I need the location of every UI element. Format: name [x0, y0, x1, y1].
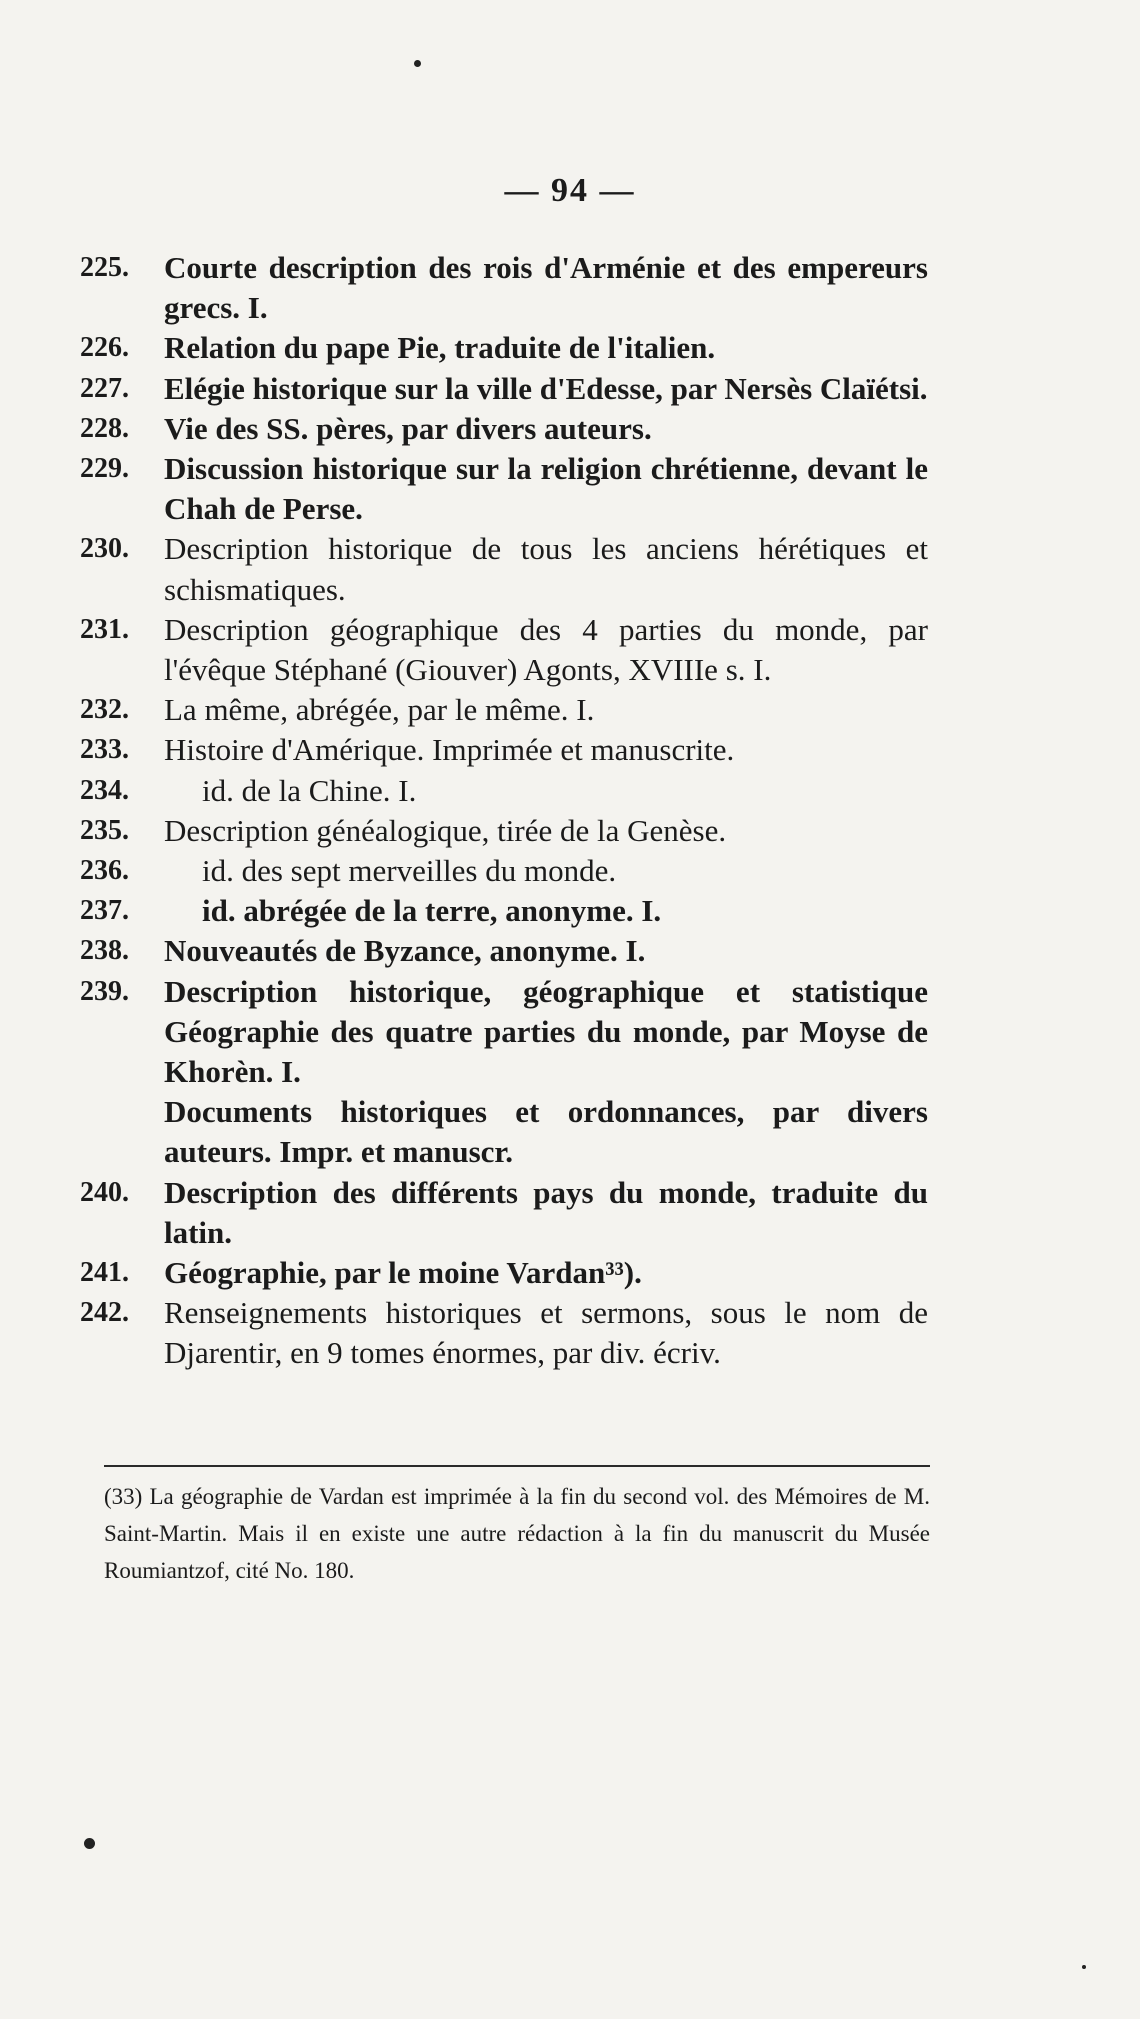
entry-text: Courte description des rois d'Arménie et des empereurs grecs. I.	[164, 250, 928, 326]
entry-228	[80, 409, 928, 449]
entry-text: Description généalogique, tirée de la Genèse.	[164, 812, 727, 848]
entry-number: 237.	[80, 895, 129, 927]
entry-235	[80, 811, 928, 851]
entry-text: Description historique, géographique et statistique Géographie des quatre parties du monde, par Moyse de Khorèn. I.	[164, 973, 928, 1090]
entry-number: 229.	[80, 453, 129, 485]
entry-227	[80, 369, 928, 409]
entry-233	[80, 730, 928, 770]
entry-text: Discussion historique sur la religion chrétienne, devant le Chah de Perse.	[164, 451, 928, 527]
entry-text: Renseignements historiques et sermons, sous le nom de Djarentir, en 9 tomes énormes, par div. écriv.	[164, 1295, 928, 1371]
entry-number: 230.	[80, 533, 129, 565]
entry-number: 240.	[80, 1176, 129, 1208]
entry-239-continued	[80, 1092, 928, 1172]
entry-229	[80, 449, 928, 529]
entry-226	[80, 328, 928, 368]
entry-number: 238.	[80, 935, 129, 967]
entry-242	[80, 1293, 928, 1373]
entry-number: 226.	[80, 332, 129, 364]
entry-number: 241.	[80, 1257, 129, 1289]
entry-text: Vie des SS. pères, par divers auteurs.	[164, 410, 652, 446]
entry-230	[80, 529, 928, 609]
entry-number: 235.	[80, 814, 129, 846]
entry-234	[80, 771, 928, 811]
entry-231	[80, 610, 928, 690]
entry-text: Description historique de tous les anciens hérétiques et schismatiques.	[164, 531, 928, 607]
scan-speck	[414, 60, 421, 67]
entry-236	[80, 851, 928, 891]
entry-text: Description géographique des 4 parties du monde, par l'évêque Stéphané (Giouver) Agonts, XVIIIe s. I.	[164, 611, 928, 688]
entry-number: 234.	[80, 774, 129, 806]
entry-text: La même, abrégée, par le même. I.	[164, 692, 595, 728]
entry-number: 225.	[80, 252, 129, 283]
entry-number: 239.	[80, 975, 129, 1007]
entry-text: Géographie, par le moine Vardan³³).	[164, 1255, 642, 1291]
entry-text: Documents historiques et ordonnances, par divers auteurs. Impr. et manuscr.	[164, 1094, 928, 1170]
scan-speck	[84, 1838, 95, 1849]
entry-text: Histoire d'Amérique. Imprimée et manuscrite.	[164, 732, 735, 768]
entry-number: 233.	[80, 734, 129, 766]
entry-number: 236.	[80, 855, 129, 887]
footnote: (33) La géographie de Vardan est imprimée à la fin du second vol. des Mémoires de M. Saint-Martin. Mais il en existe une autre rédaction à la fin du manuscrit du Musée Roumiantzof, cité No. 180.	[104, 1484, 930, 1583]
entry-number: 242.	[80, 1297, 129, 1329]
entry-number: 227.	[80, 372, 129, 404]
entry-240	[80, 1173, 928, 1253]
entry-232	[80, 690, 928, 730]
entry-225	[80, 248, 928, 328]
entry-237	[80, 891, 928, 931]
entry-text: id. abrégée de la terre, anonyme. I.	[202, 893, 662, 929]
entry-text: id. de la Chine. I.	[202, 772, 417, 808]
entry-241	[80, 1253, 928, 1293]
footnote-rule	[104, 1465, 930, 1467]
entry-list	[80, 248, 928, 1374]
entry-239	[80, 972, 928, 1093]
entry-text: Nouveautés de Byzance, anonyme. I.	[164, 933, 646, 969]
entry-text: Relation du pape Pie, traduite de l'italien.	[164, 330, 716, 366]
entry-number: 231.	[80, 613, 129, 645]
entry-238	[80, 931, 928, 971]
entry-text: id. des sept merveilles du monde.	[202, 853, 617, 889]
entry-number: 232.	[80, 694, 129, 726]
entry-text: Elégie historique sur la ville d'Edesse, par Nersès Claïétsi.	[164, 370, 928, 406]
page-number: — 94 —	[504, 172, 636, 209]
entry-text: Description des différents pays du monde, traduite du latin.	[164, 1174, 928, 1250]
entry-number: 228.	[80, 412, 129, 444]
scan-speck	[1082, 1965, 1086, 1969]
